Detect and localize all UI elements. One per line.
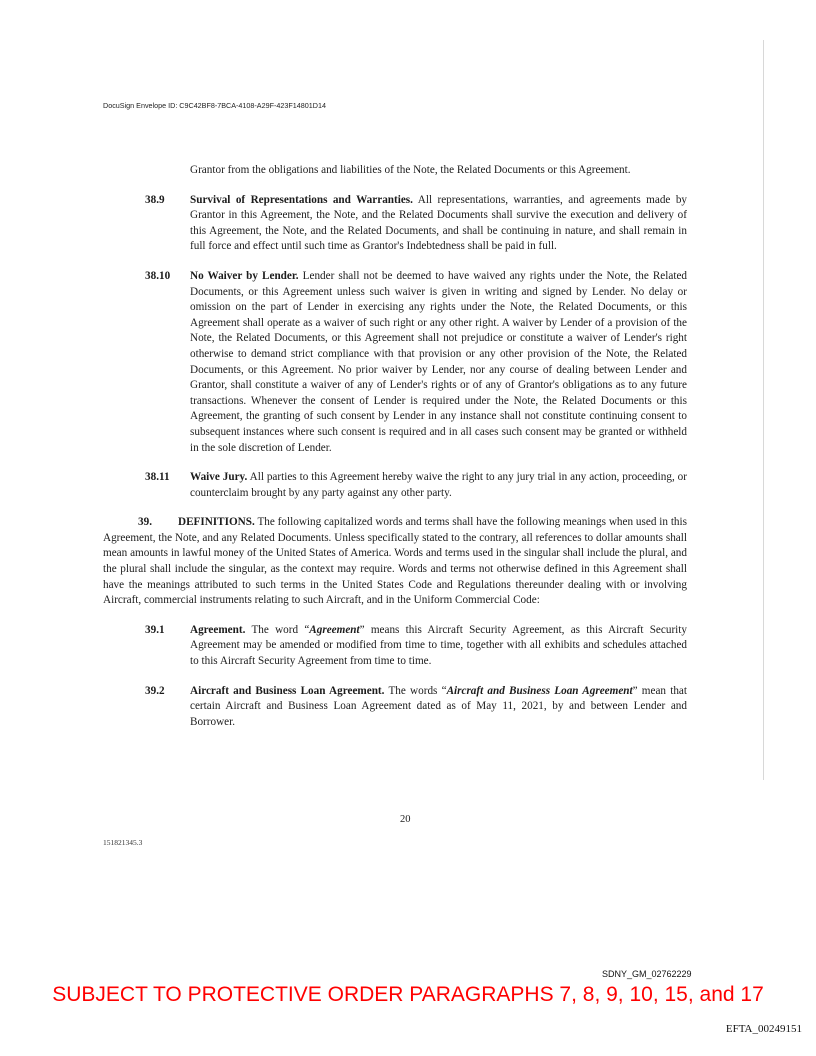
section-number: 38.9 bbox=[145, 193, 165, 206]
section-title: Survival of Representations and Warranties. bbox=[190, 193, 413, 206]
section-39-definitions bbox=[103, 515, 687, 609]
efta-number: EFTA_00249151 bbox=[725, 1023, 802, 1035]
protective-order-banner: SUBJECT TO PROTECTIVE ORDER PARAGRAPHS 7, 8, 9, 10, 15, and 17 bbox=[52, 983, 764, 1006]
defined-term: Aircraft and Business Loan Agreement bbox=[446, 684, 633, 697]
section-number: 38.10 bbox=[145, 269, 171, 282]
section-number: 39. bbox=[138, 516, 152, 529]
section-text: The following capitalized words and terms shall have the following meanings when used in this Agreement, the Note, and any Related Documents. Unless specifically stated to the contrary, all references to dollar amounts shall mean amounts in lawful money of the United States of America. Words and terms used in the singular shall include the plural, and the plural shall include the singular, as the context may require. Words and terms not otherwise defined in this Agreement shall have the meanings attributed to such terms in the United States Code and Regulations thereunder dealing with or involving Aircraft, commercial instruments relating to such Aircraft, and in the Uniform Commercial Code: bbox=[103, 516, 687, 607]
section-number: 39.2 bbox=[145, 684, 165, 697]
defined-term: Agreement bbox=[309, 623, 360, 636]
section-title: Aircraft and Business Loan Agreement. bbox=[190, 684, 385, 697]
section-title: No Waiver by Lender. bbox=[190, 269, 299, 282]
section-38-11 bbox=[103, 470, 687, 501]
section-text: Lender shall not be deemed to have waived any rights under the Note, the Related Documents, or this Agreement unless such waiver is given in writing and signed by Lender. No delay or omission on the part of Lender in exercising any rights under the Note, the Related Documents, or this Agreement shall operate as a waiver of such right or any other right. A waiver by Lender of a provision of the Note, the Related Documents, or this Agreement shall not prejudice or constitute a waiver of Lender's right otherwise to demand strict compliance with that provision or any other provision of the Note, the Related Documents, or this Agreement. No prior waiver by Lender, nor any course of dealing between Lender and Grantor, shall constitute a waiver of any of Lender's rights or of any of Grantor's obligations as to any future transactions. Whenever the consent of Lender is required under the Note, the Related Documents or this Agreement, the granting of such consent by Lender in any instance shall not constitute continuing consent to subsequent instances where such consent is required and in all cases such consent may be granted or withheld in the sole discretion of Lender. bbox=[190, 269, 688, 454]
document-id: 151821345.3 bbox=[103, 838, 143, 847]
scan-edge-line bbox=[763, 40, 764, 780]
docusign-envelope-id: DocuSign Envelope ID: C9C42BF8-7BCA-4108-A29F-423F14801D14 bbox=[103, 101, 326, 110]
section-38-10 bbox=[103, 269, 687, 456]
section-39-2 bbox=[103, 684, 687, 731]
section-title: DEFINITIONS. bbox=[178, 516, 255, 529]
section-number: 38.11 bbox=[145, 471, 170, 484]
term-pre: The words “ bbox=[388, 684, 447, 697]
section-number: 39.1 bbox=[145, 623, 165, 636]
section-title: Waive Jury. bbox=[190, 471, 248, 484]
bates-number: SDNY_GM_02762229 bbox=[602, 969, 692, 979]
section-39-1 bbox=[103, 623, 687, 670]
section-38-9 bbox=[103, 193, 687, 255]
term-post: ” mean that certain Aircraft and Business Loan Agreement dated as of May 11, 2021, by and between Lender and Borrower. bbox=[190, 684, 688, 728]
section-text: All representations, warranties, and agreements made by Grantor in this Agreement, the Note, and the Related Documents shall survive the execution and delivery of this Agreement, the Note, and the Related Documents, and shall be continuing in nature, and shall remain in full force and effect until such time as Grantor's Indebtedness shall be paid in full. bbox=[190, 193, 688, 253]
term-post: ” means this Aircraft Security Agreement, as this Aircraft Security Agreement may be amended or modified from time to time, together with all exhibits and schedules attached to this Aircraft Security Agreement from time to time. bbox=[190, 623, 687, 668]
section-text: All parties to this Agreement hereby waive the right to any jury trial in any action, proceeding, or counterclaim brought by any party against any other party. bbox=[190, 471, 687, 499]
term-pre: The word “ bbox=[251, 623, 310, 636]
page-number: 20 bbox=[400, 814, 411, 825]
section-title: Agreement. bbox=[190, 623, 246, 636]
document-body bbox=[103, 163, 687, 730]
continuation-paragraph: Grantor from the obligations and liabilities of the Note, the Related Documents or this Agreement. bbox=[190, 164, 631, 176]
